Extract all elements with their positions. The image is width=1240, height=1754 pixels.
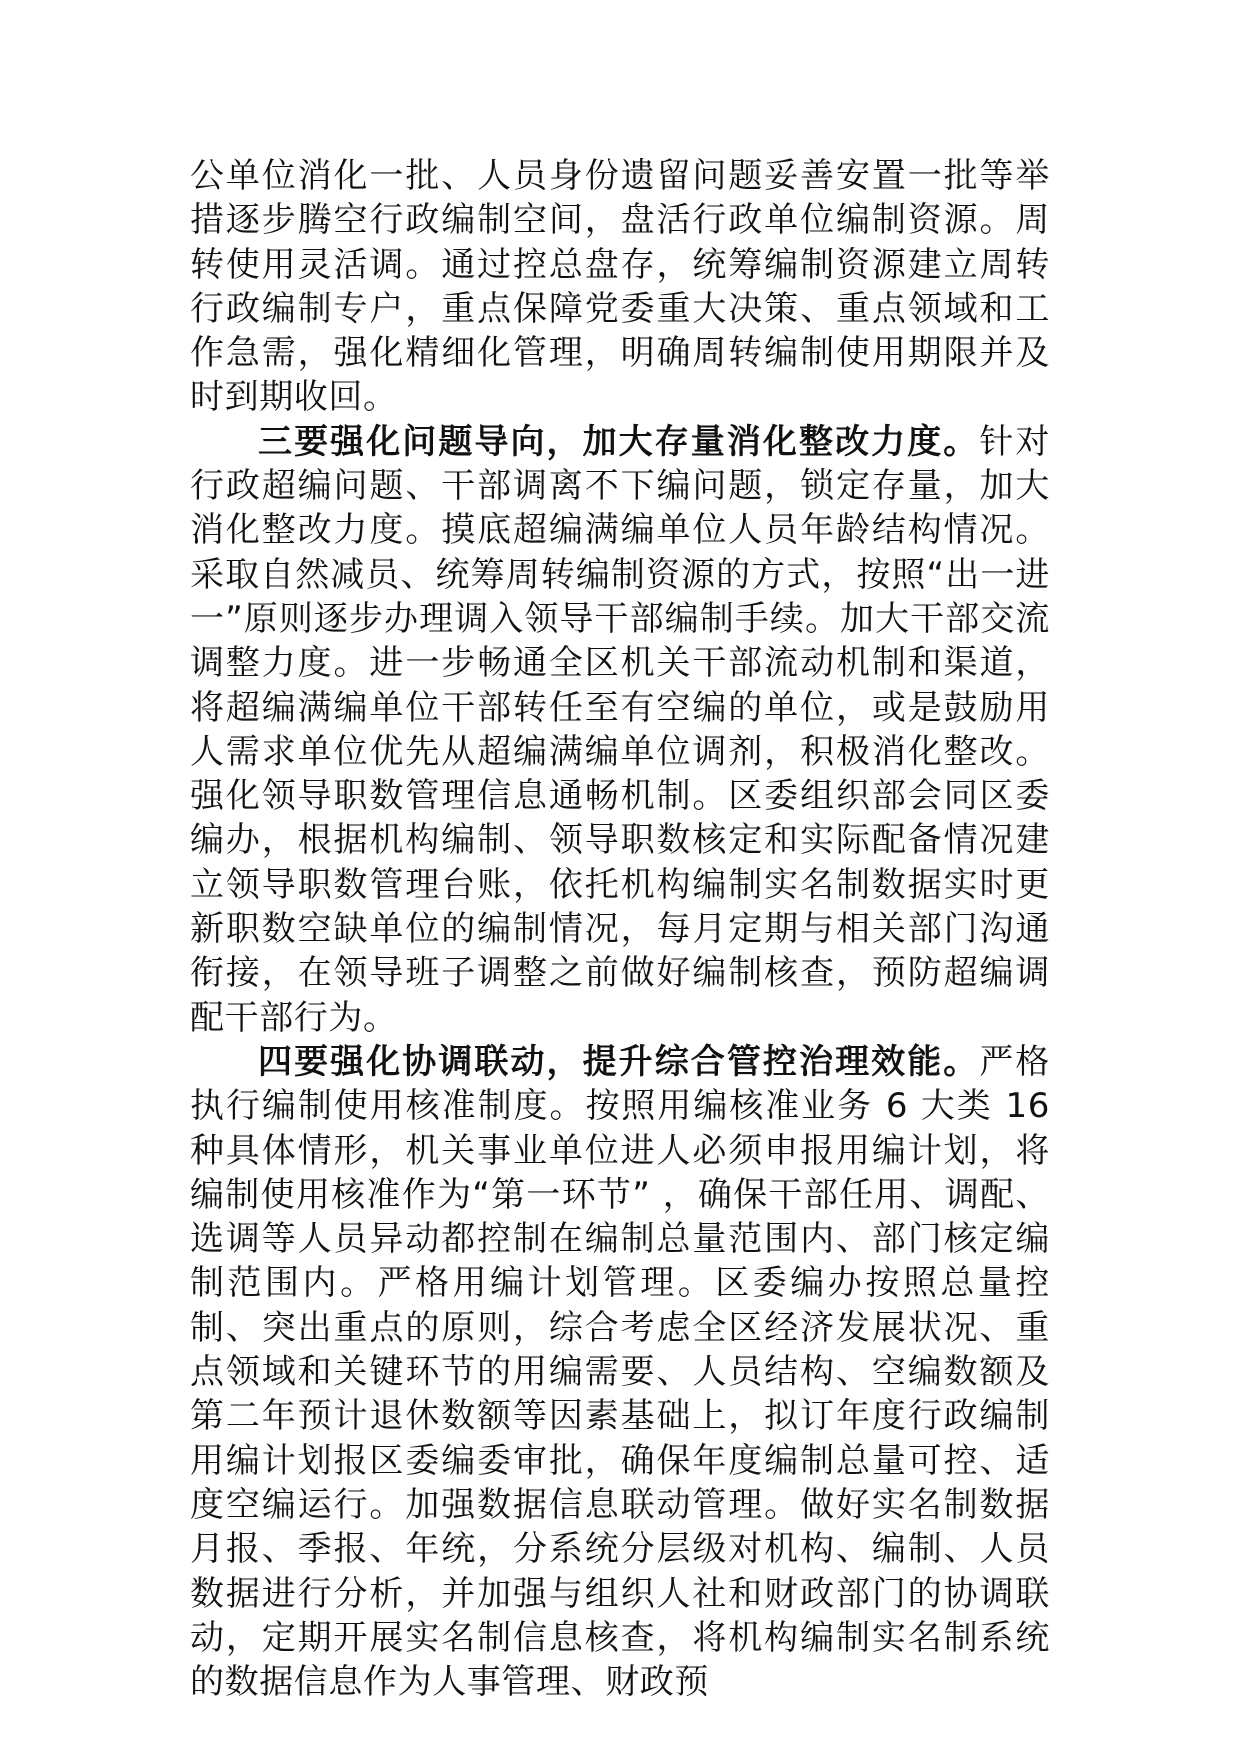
paragraph-section-four — [190, 1040, 1050, 1704]
section-heading: 三要强化问题导向，加大存量消化整改力度。 — [258, 421, 980, 462]
document-page — [190, 154, 1050, 1704]
paragraph-section-three — [190, 420, 1050, 1040]
paragraph-body: 公单位消化一批、人员身份遗留问题妥善安置一批等举措逐步腾空行政编制空间，盘活行政单位编制资源。周转使用灵活调。通过控总盘存，统筹编制资源建立周转行政编制专户，重点保障党委重大决策、重点领域和工作急需，强化精细化管理，明确周转编制使用期限并及时到期收回。 — [190, 156, 1050, 418]
paragraph-body: 严格执行编制使用核准制度。按照用编核准业务 6 大类 16 种具体情形，机关事业单位进人必须申报用编计划，将编制使用核准作为“第一环节” ，确保干部任用、调配、选调等人员异动都控制在编制总量范围内、部门核定编制范围内。严格用编计划管理。区委编办按照总量控制、突出重点的原则，综合考虑全区经济发展状况、重点领域和关键环节的用编需要、人员结构、空编数额及第二年预计退休数额等因素基础上，拟订年度行政编制用编计划报区委编委审批，确保年度编制总量可控、适度空编运行。加强数据信息联动管理。做好实名制数据月报、季报、年统，分系统分层级对机构、编制、人员数据进行分析，并加强与组织人社和财政部门的协调联动，定期开展实名制信息核查，将机构编制实名制系统的数据信息作为人事管理、财政预 — [190, 1041, 1051, 1703]
paragraph-body: 针对行政超编问题、干部调离不下编问题，锁定存量，加大消化整改力度。摸底超编满编单位人员年龄结构情况。采取自然减员、统筹周转编制资源的方式，按照“出一进一”原则逐步办理调入领导干部编制手续。加大干部交流调整力度。进一步畅通全区机关干部流动机制和渠道，将超编满编单位干部转任至有空编的单位，或是鼓励用人需求单位优先从超编满编单位调剂，积极消化整改。强化领导职数管理信息通畅机制。区委组织部会同区委编办，根据机构编制、领导职数核定和实际配备情况建立领导职数管理台账，依托机构编制实名制数据实时更新职数空缺单位的编制情况，每月定期与相关部门沟通衔接，在领导班子调整之前做好编制核查，预防超编调配干部行为。 — [190, 421, 1051, 1038]
paragraph-continuation — [190, 154, 1050, 420]
section-heading: 四要强化协调联动，提升综合管控治理效能。 — [258, 1041, 980, 1082]
